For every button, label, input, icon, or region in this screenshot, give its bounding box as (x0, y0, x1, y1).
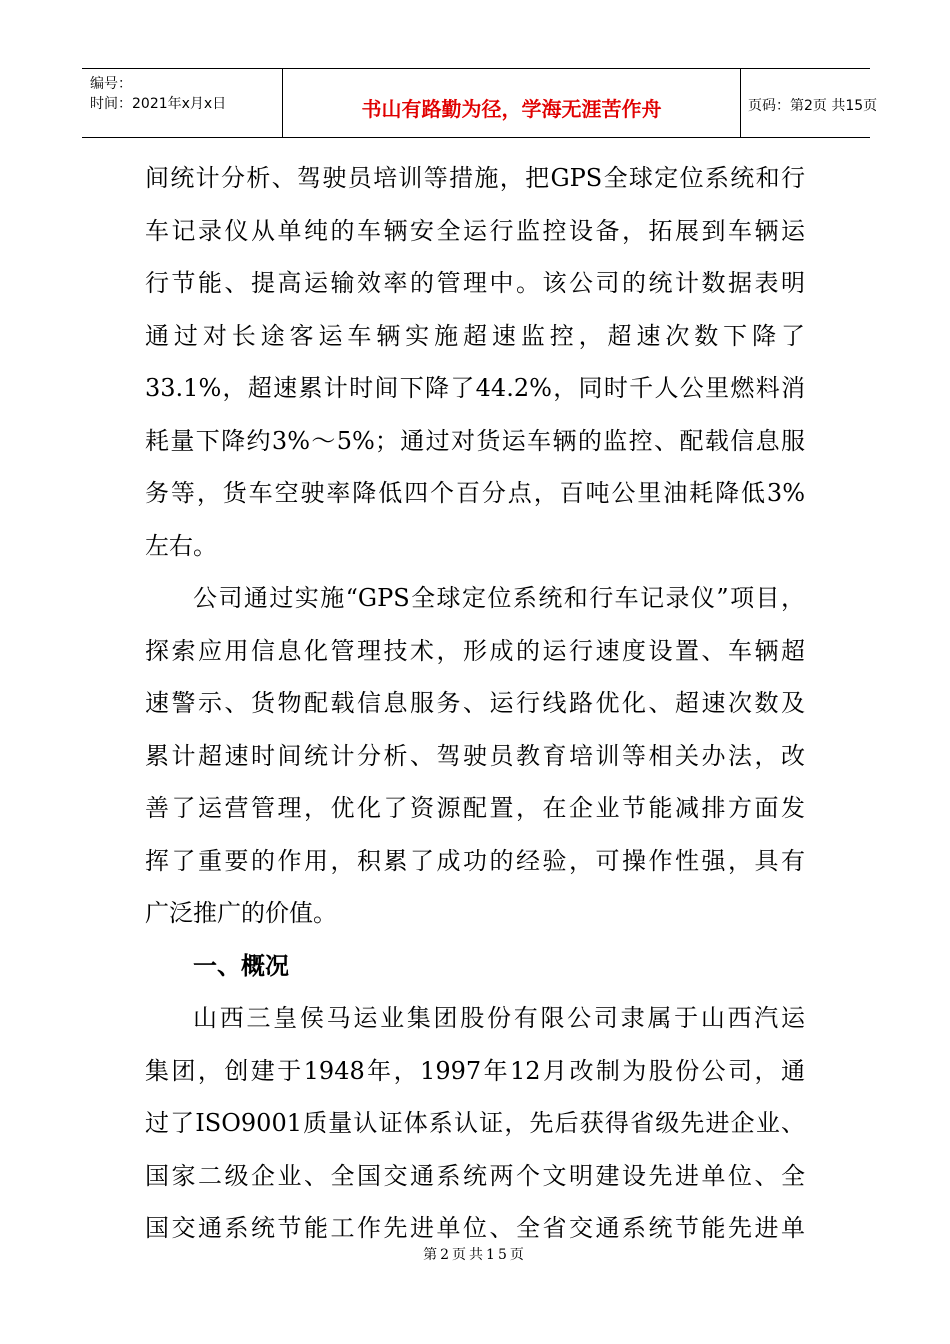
body-line: 公司通过实施“GPS全球定位系统和行车记录仪”项目， (193, 584, 805, 612)
document-number-label: 编号： (90, 76, 132, 92)
page-header (82, 68, 878, 138)
body-line: 探索应用信息化管理技术，形成的运行速度设置、车辆超 (145, 636, 805, 665)
body-line: 广泛推广的价值。 (145, 899, 337, 927)
body-line: 通过对长途客运车辆实施超速监控，超速次数下降了 (145, 321, 805, 350)
body-line: 车记录仪从单纯的车辆安全运行监控设备，拓展到车辆运 (145, 216, 805, 245)
body-line: 挥了重要的作用，积累了成功的经验，可操作性强，具有 (145, 846, 805, 875)
body-line: 左右。 (145, 531, 217, 560)
header-meta-cell (82, 69, 282, 137)
section-heading: 一、概况 (193, 951, 289, 980)
header-page-cell (740, 69, 878, 137)
header-page-code: 页码：第2页 共15页 (748, 98, 878, 114)
header-motto-cell (282, 69, 741, 137)
body-line: 善了运营管理，优化了资源配置，在企业节能减排方面发 (145, 794, 805, 822)
body-line: 行节能、提高运输效率的管理中。该公司的统计数据表明 (145, 269, 805, 297)
body-line: 累计超速时间统计分析、驾驶员教育培训等相关办法，改 (145, 741, 805, 770)
document-time-label: 时间：2021年x月x日 (90, 96, 227, 112)
body-line: 国交通系统节能工作先进单位、全省交通系统节能先进单 (145, 1214, 805, 1242)
body-line: 耗量下降约3%～5%；通过对货运车辆的监控、配载信息服 (145, 426, 805, 455)
body-line: 集团，创建于1948年，1997年12月改制为股份公司，通 (145, 1056, 805, 1085)
body-line: 间统计分析、驾驶员培训等措施，把GPS全球定位系统和行 (145, 164, 805, 192)
document-body (145, 152, 805, 1255)
body-line: 国家二级企业、全国交通系统两个文明建设先进单位、全 (145, 1161, 805, 1190)
body-line: 速警示、货物配载信息服务、运行线路优化、超速次数及 (145, 689, 805, 717)
body-line: 山西三皇侯马运业集团股份有限公司隶属于山西汽运 (193, 1004, 805, 1032)
header-motto: 书山有路勤为径，学海无涯苦作舟 (361, 97, 662, 121)
body-line: 过了ISO9001质量认证体系认证，先后获得省级先进企业、 (145, 1109, 805, 1137)
body-line: 33.1%，超速累计时间下降了44.2%，同时千人公里燃料消 (145, 374, 805, 402)
body-line: 务等，货车空驶率降低四个百分点，百吨公里油耗降低3% (145, 479, 805, 507)
page-footer: 第2页共15页 (423, 1247, 527, 1263)
